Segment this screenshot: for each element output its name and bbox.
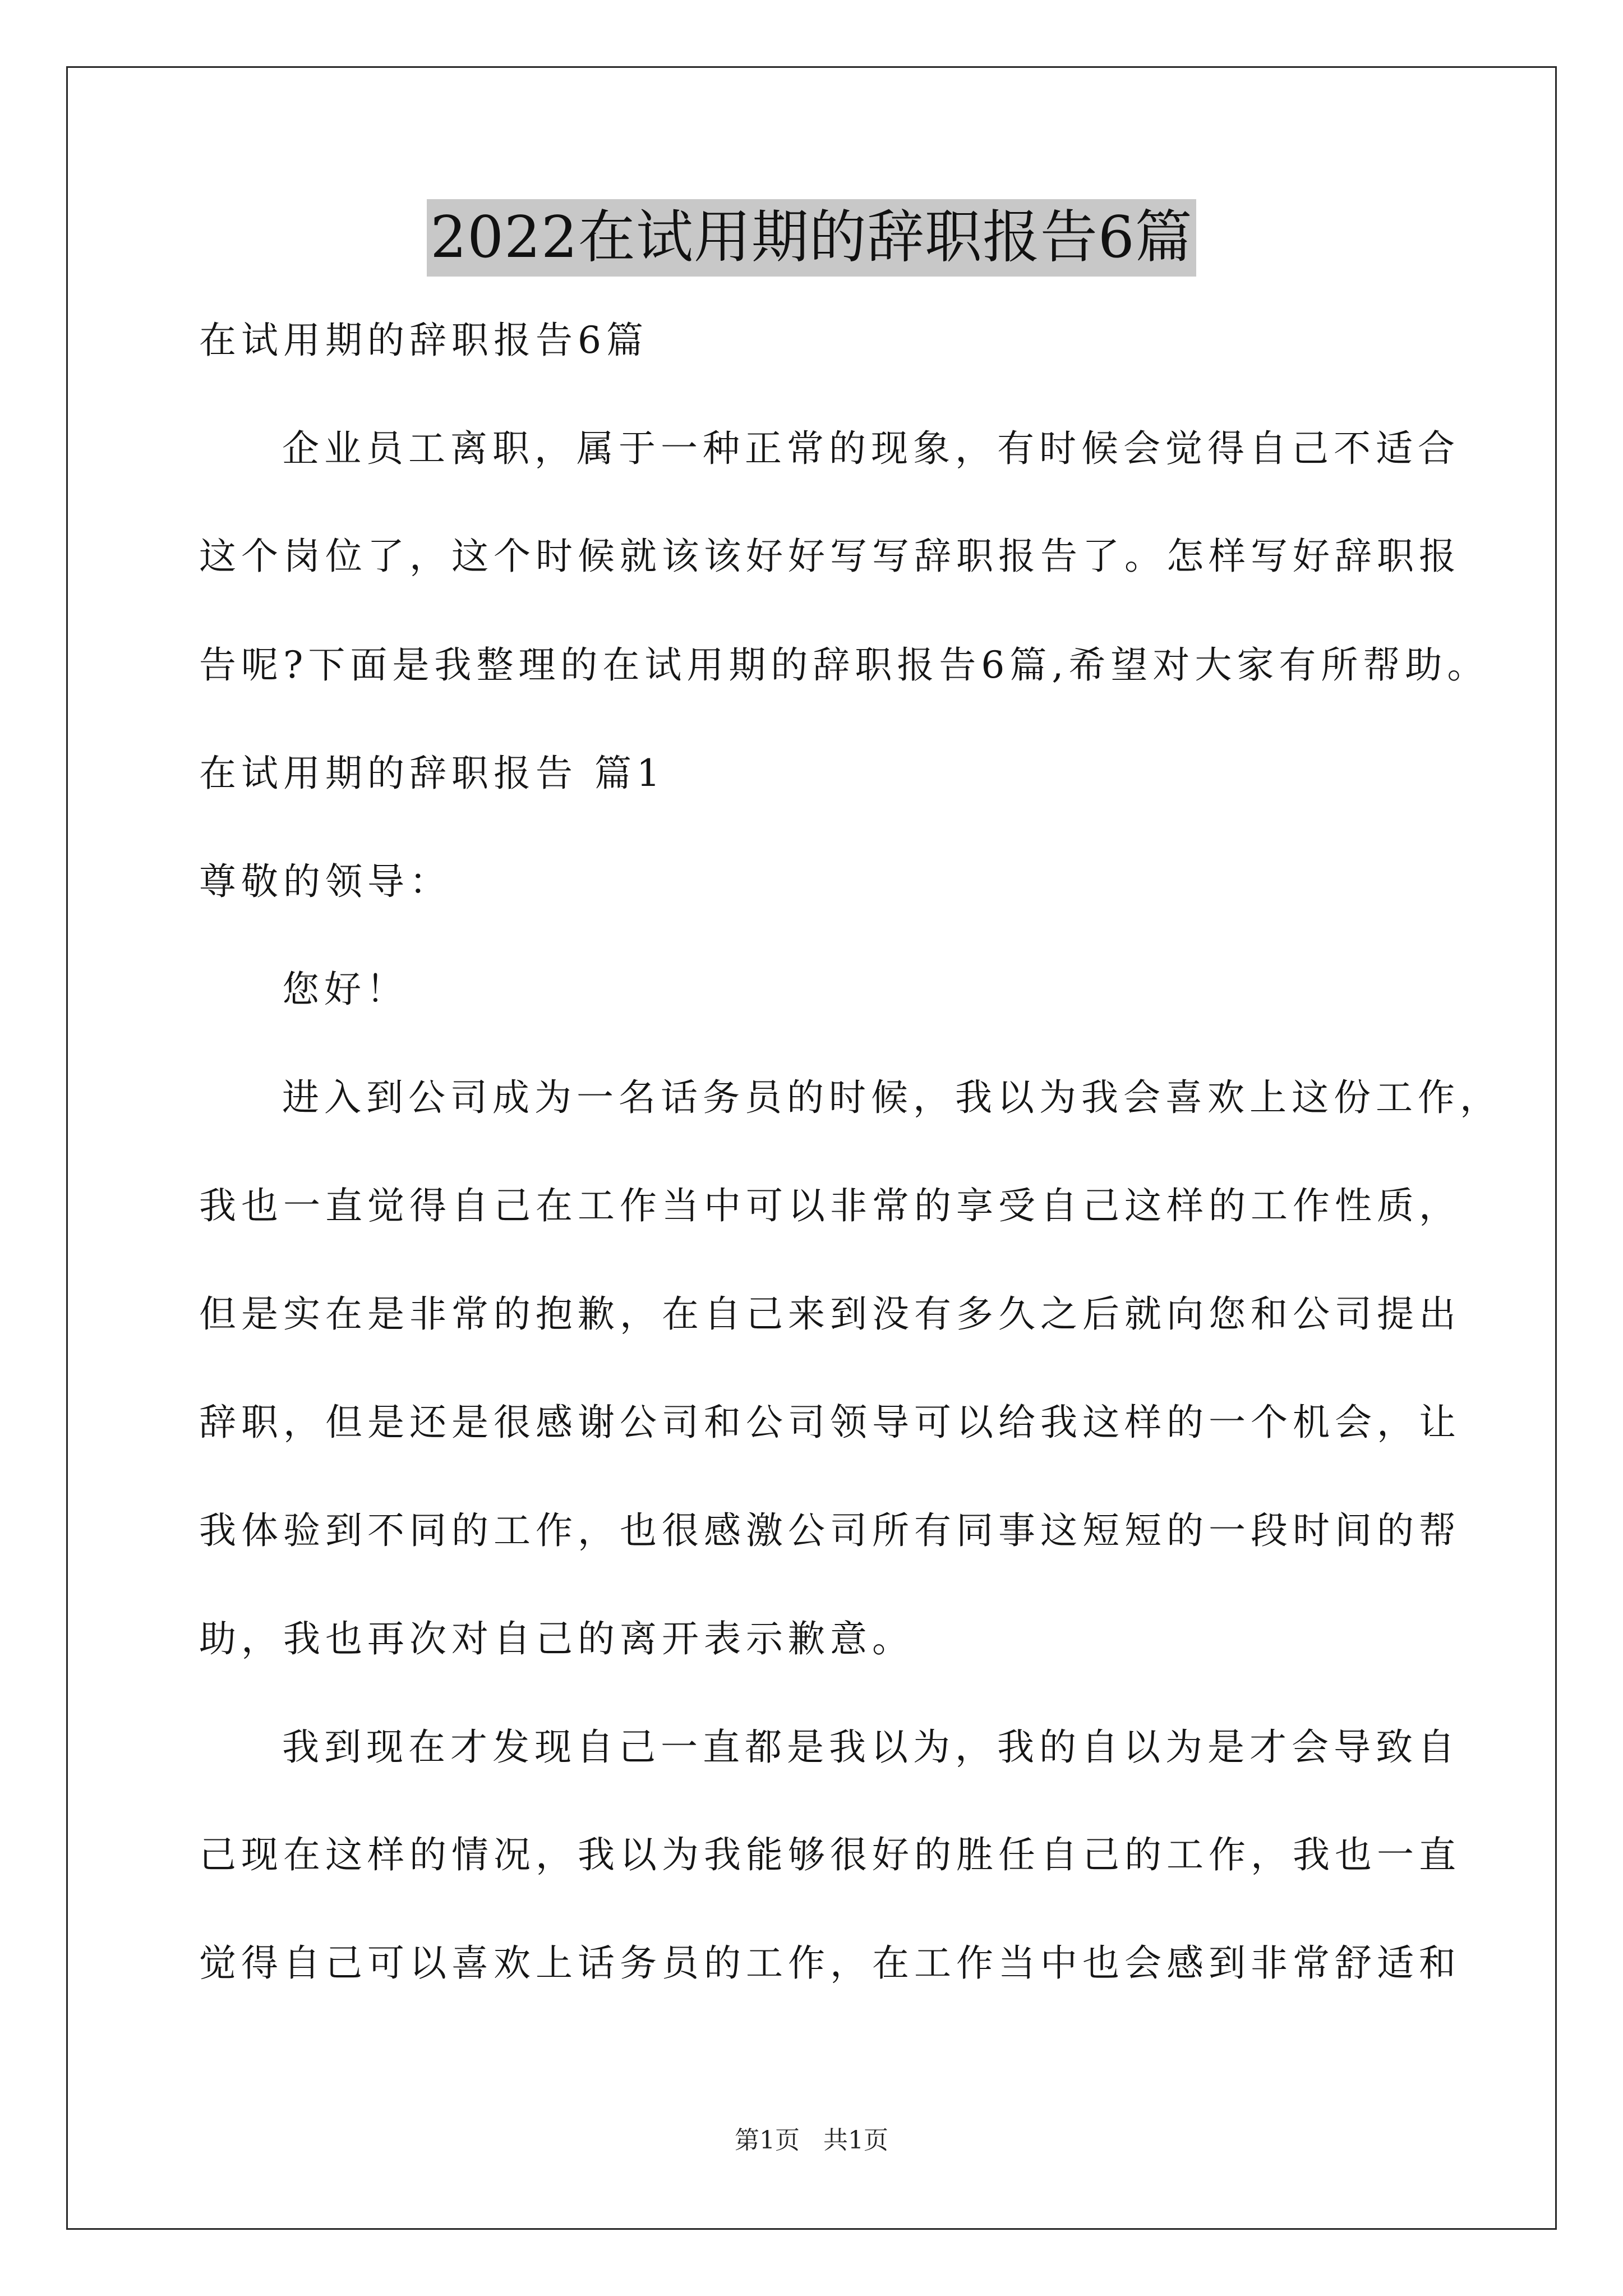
salutation: 尊敬的领导： — [199, 860, 451, 903]
paragraph-line: 我体验到不同的工作，也很感激公司所有同事这短短的一段时间的帮 — [199, 1509, 1461, 1552]
greeting: 您好！ — [282, 968, 408, 1011]
paragraph-line: 企业员工离职，属于一种正常的现象，有时候会觉得自己不适合 — [282, 427, 1460, 470]
page-border — [66, 66, 1557, 2230]
paragraph-line: 己现在这样的情况，我以为我能够很好的胜任自己的工作，我也一直 — [199, 1833, 1461, 1876]
paragraph-line: 辞职，但是还是很感谢公司和公司领导可以给我这样的一个机会，让 — [199, 1401, 1461, 1444]
document-title: 2022在试用期的辞职报告6篇 — [427, 199, 1196, 277]
paragraph-line: 进入到公司成为一名话务员的时候，我以为我会喜欢上这份工作， — [282, 1076, 1502, 1119]
paragraph-line: 这个岗位了，这个时候就该该好好写写辞职报告了。怎样写好辞职报 — [199, 535, 1461, 578]
subtitle-line: 在试用期的辞职报告6篇 — [199, 319, 648, 362]
paragraph-line: 但是实在是非常的抱歉，在自己来到没有多久之后就向您和公司提出 — [199, 1292, 1461, 1336]
paragraph-line: 觉得自己可以喜欢上话务员的工作，在工作当中也会感到非常舒适和 — [199, 1941, 1461, 1985]
section-heading: 在试用期的辞职报告 篇1 — [199, 752, 665, 795]
paragraph-line: 告呢?下面是我整理的在试用期的辞职报告6篇,希望对大家有所帮助。 — [199, 643, 1490, 687]
paragraph-line: 我到现在才发现自己一直都是我以为，我的自以为是才会导致自 — [282, 1726, 1460, 1769]
paragraph-line: 我也一直觉得自己在工作当中可以非常的享受自己这样的工作性质， — [199, 1184, 1461, 1227]
title-container — [0, 199, 1623, 277]
page-number-footer: 第1页 共1页 — [735, 2126, 888, 2155]
paragraph-line: 助，我也再次对自己的离开表示歉意。 — [199, 1617, 914, 1660]
